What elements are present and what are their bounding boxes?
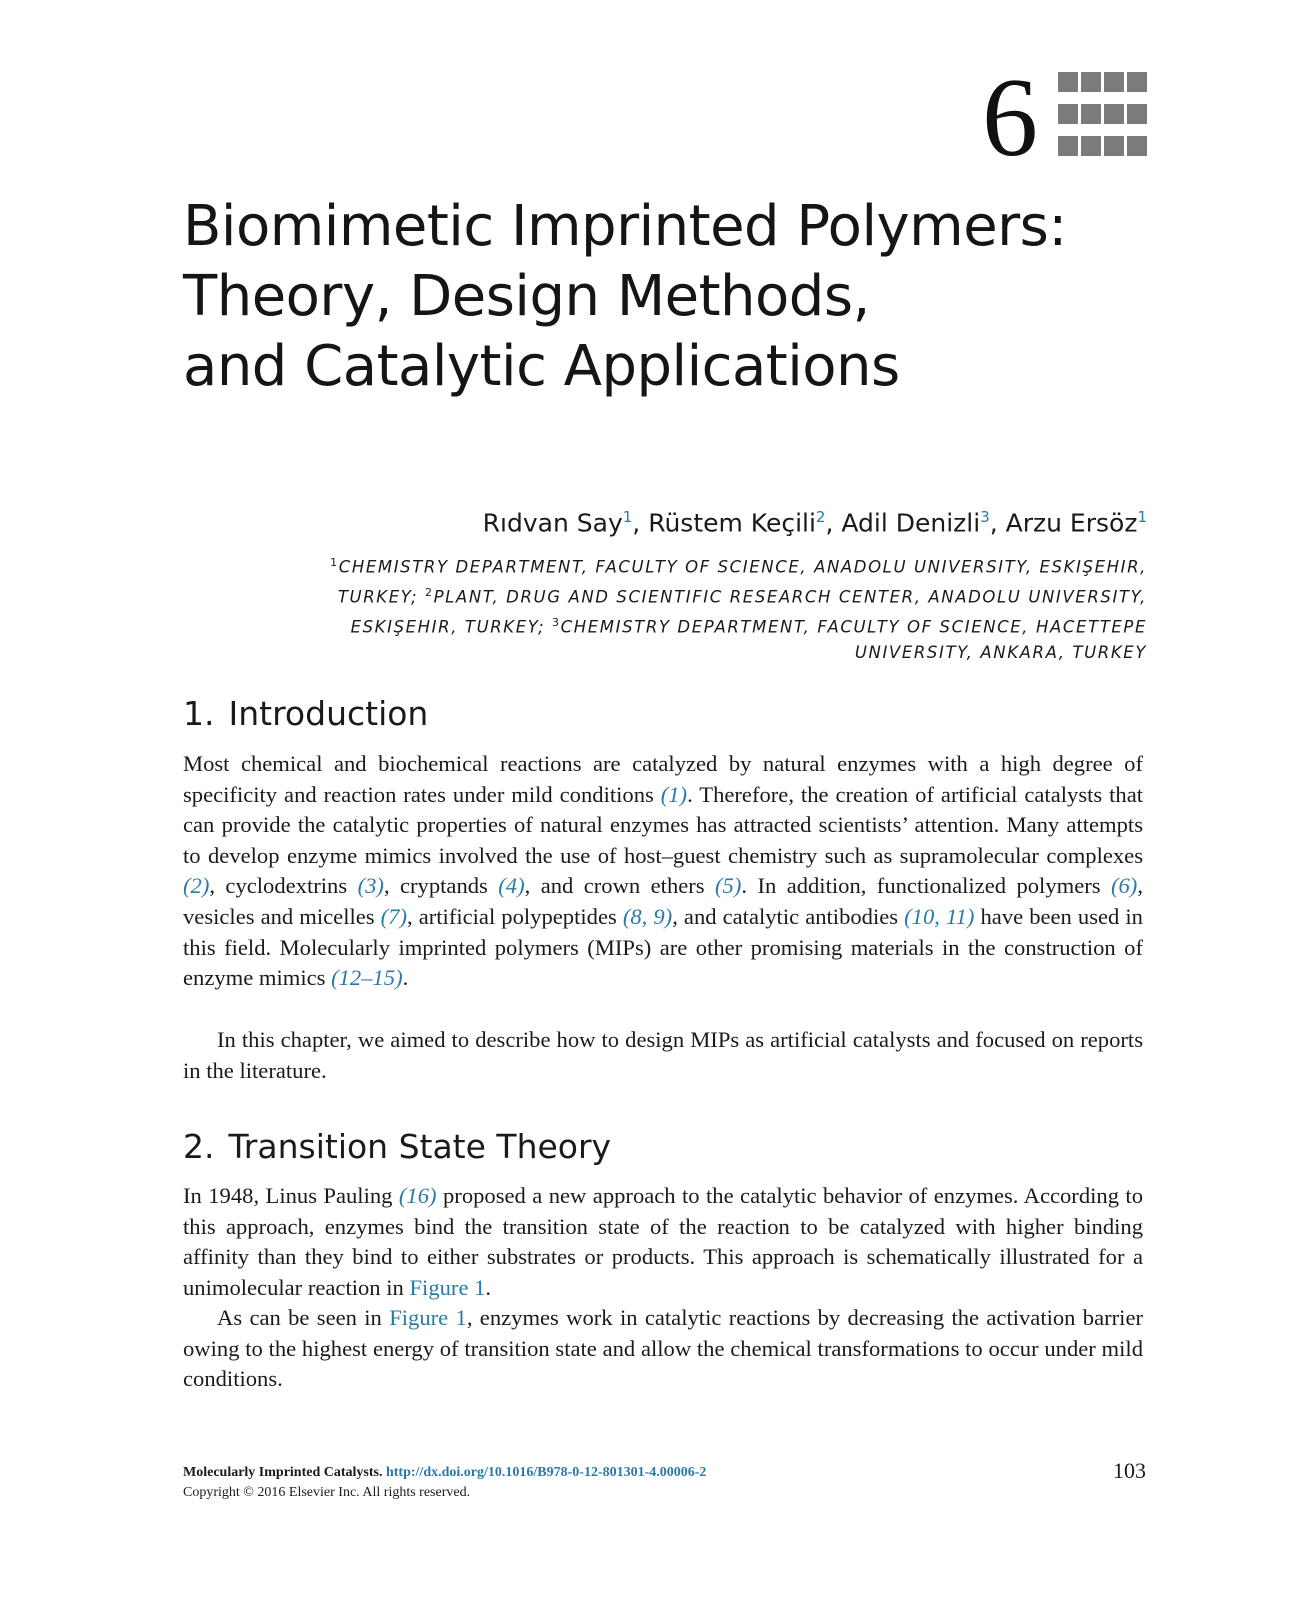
ornament-square [1104,104,1124,124]
text-run: , artificial polypeptides [407,903,623,929]
author-affiliation-mark: 2 [815,508,826,526]
chapter-number: 6 [982,56,1038,180]
citation-link[interactable]: (7) [380,903,407,929]
ornament-square [1127,104,1147,124]
page-number: 103 [1113,1458,1146,1483]
ornament-square [1058,104,1078,124]
affiliations [247,550,1147,666]
title-line-1: Biomimetic Imprinted Polymers: [183,194,1067,259]
footer-citation [183,1463,706,1503]
section-heading-introduction [183,694,428,733]
text-run: proposed a new approach to the catalytic behavior of enzymes. According to this approach, enzymes bind the transition state of the reaction to be catalyzed with higher binding affinity than they bind to either substrates or products. This approach is schematically illustrated for a unimolecular reaction in [183,1183,1143,1300]
text-run: , enzymes work in catalytic reactions by decreasing the activation barrier owing to the highest energy of transition state and allow the chemical transformations to occur under mild conditions. [183,1305,1144,1392]
author-affiliation-mark: 3 [980,508,990,526]
text-run: , cyclodextrins [209,873,358,899]
affiliation-text: CHEMISTRY DEPARTMENT, FACULTY OF SCIENCE, ANADOLU UNIVERSITY, ESKIŞEHIR, TURKEY; [337,557,1147,607]
text-run: , and crown ethers [524,873,716,899]
title-line-3: and Catalytic Applications [183,334,900,399]
chapter-title [183,192,1163,402]
text-run: As can be seen in [217,1305,390,1330]
author-list: Rıdvan Say$^1$, Rüstem Keçili$^2$, Adil Denizli$^3$, Arzu Ersöz$^1$ [482,508,1147,538]
citation-link[interactable]: (5) [715,873,742,899]
author-affiliation-mark: 1 [1137,508,1147,526]
ornament-square [1104,136,1124,156]
section-number: 2. [183,1127,215,1166]
section-number: 1. [183,694,215,733]
affiliation-mark: 3 [552,616,561,629]
citation-link[interactable]: (16) [398,1183,437,1208]
author-name: Arzu Ersöz [1005,508,1138,538]
affiliation-text: CHEMISTRY DEPARTMENT, FACULTY OF SCIENCE, HACETTEPE UNIVERSITY, ANKARA, TURKEY [560,617,1147,662]
ornament-square [1058,136,1078,156]
ornament-square [1081,136,1101,156]
paragraph [183,1025,1143,1086]
text-run: , vesicles and micelles [183,873,1143,929]
section-heading-transition-state-theory [183,1127,611,1166]
figure-link[interactable]: Figure 1 [389,1305,467,1330]
citation-link[interactable]: (12–15) [331,965,403,991]
citation-link[interactable]: (2) [183,873,210,899]
affiliation-mark: 2 [424,586,434,599]
paragraph [183,1181,1143,1303]
citation-link[interactable]: (4) [498,873,525,899]
ornament-square [1081,72,1101,92]
citation-link[interactable]: (10, 11) [904,903,975,929]
text-run: . In addition, functionalized polymers [741,873,1111,899]
affiliation-mark: 1 [330,556,339,569]
ornament-square [1127,136,1147,156]
text-run: . [485,1274,492,1300]
text-run: have been used in this field. Molecularly imprinted polymers (MIPs) are other promising materials in the construction of enzyme mimics [183,903,1143,991]
doi-link[interactable]: http://dx.doi.org/10.1016/B978-0-12-801301-4.00006-2 [385,1465,707,1480]
title-line-2: Theory, Design Methods, [183,264,870,329]
affiliation-text: PLANT, DRUG AND SCIENTIFIC RESEARCH CENTER, ANADOLU UNIVERSITY, ESKIŞEHIR, TURKEY; [350,587,1147,637]
citation-link[interactable]: (3) [357,873,384,899]
text-run: , and catalytic antibodies [672,903,905,929]
text-run: Most chemical and biochemical reactions are catalyzed by natural enzymes with a high degree of specificity and reaction rates under mild conditions [183,751,1143,807]
ornament-square [1127,72,1147,92]
ornament-square [1058,72,1078,92]
text-run: , cryptands [383,873,499,899]
text-run: . [402,965,409,991]
citation-link[interactable]: (8, 9) [622,903,673,929]
author-name: Adil Denizli [841,508,981,538]
ornament-square [1104,72,1124,92]
author-name: Rüstem Keçili [648,508,816,538]
text-run: In 1948, Linus Pauling [183,1183,399,1208]
text-run: . Therefore, the creation of artificial catalysts that can provide the catalytic properties of natural enzymes has attracted scientists’ attention. Many attempts to develop enzyme mimics involved the use of host–guest chemistry such as supramolecular complexes [183,781,1143,868]
citation-link[interactable]: (6) [1110,873,1138,899]
figure-link[interactable]: Figure 1 [409,1274,486,1300]
ornament-square [1081,104,1101,124]
author-affiliation-mark: 1 [622,508,633,526]
paragraph [183,1303,1143,1395]
copyright: Copyright © 2016 Elsevier Inc. All rights reserved. [183,1485,471,1500]
book-title: Molecularly Imprinted Catalysts. [183,1465,383,1480]
section-title: Transition State Theory [228,1127,612,1166]
citation-link[interactable]: (1) [660,781,688,807]
section-title: Introduction [228,694,429,733]
text-run: In this chapter, we aimed to describe how to design MIPs as artificial catalysts and focused on reports in the literature. [183,1027,1143,1083]
square-grid-icon [1058,72,1150,164]
paragraph [183,749,1143,994]
author-name: Rıdvan Say [482,508,623,538]
